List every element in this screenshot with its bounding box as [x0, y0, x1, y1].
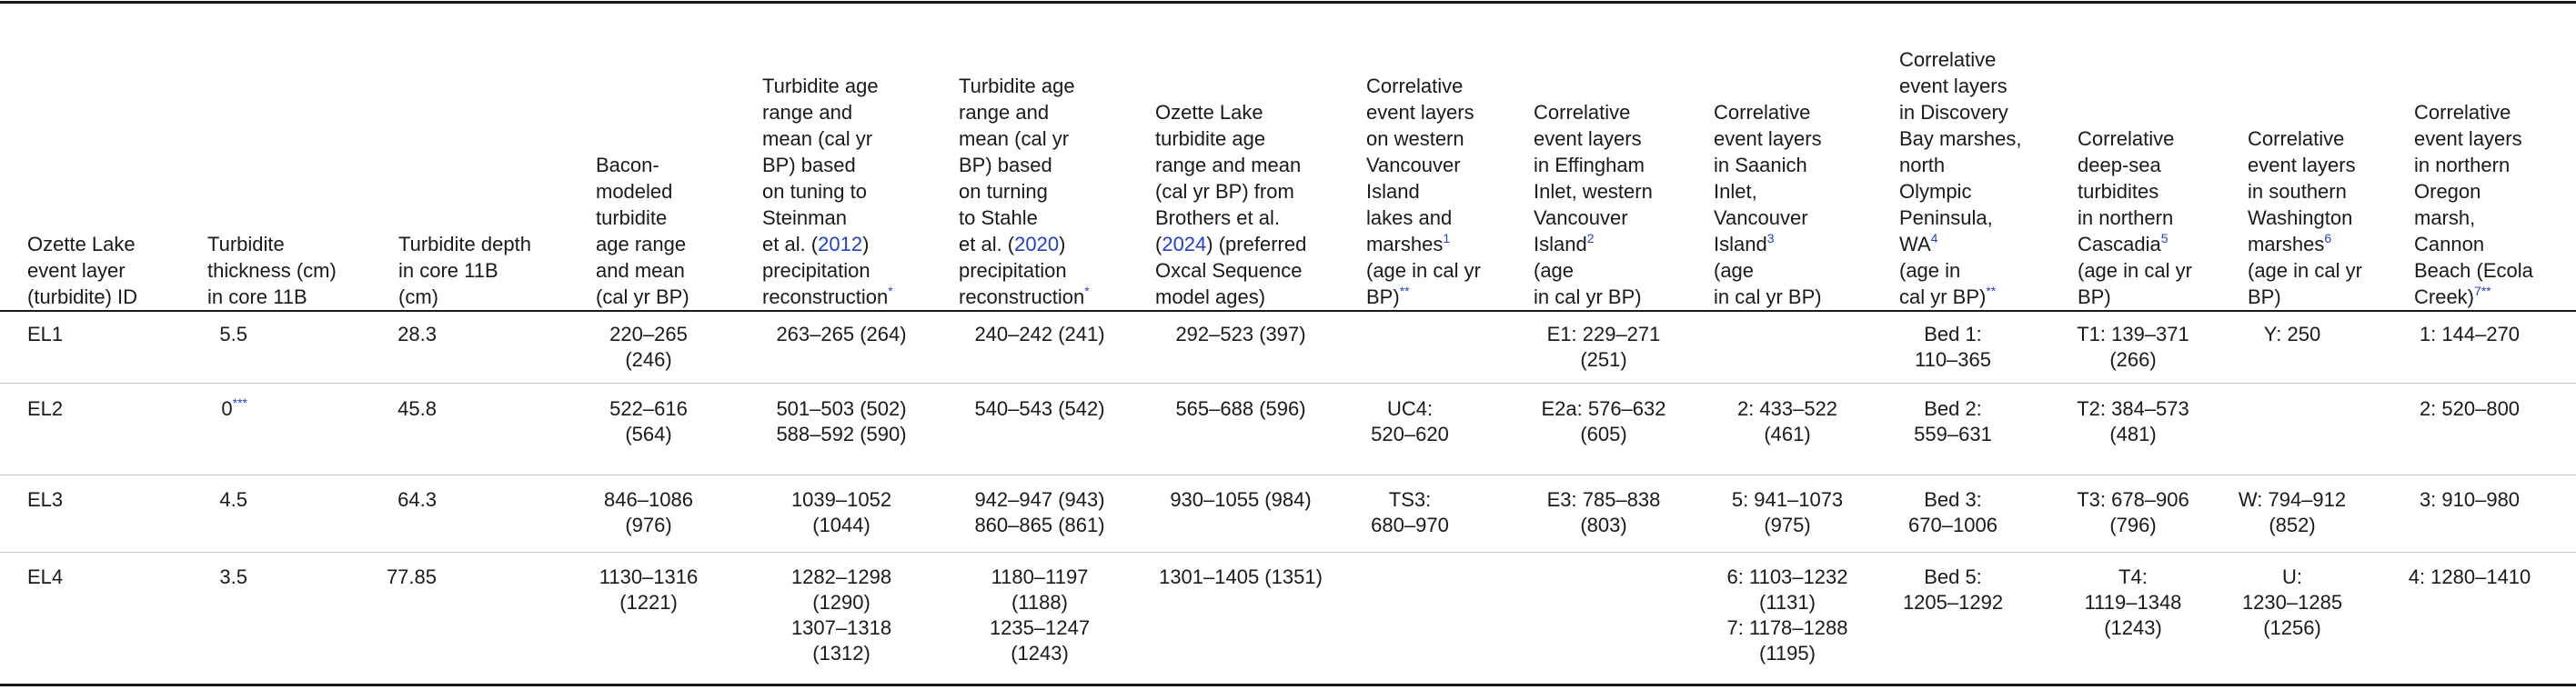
footnote-marker: **: [1399, 284, 1410, 298]
table-bottom-rule: [0, 684, 2576, 686]
table-cell-thickness: [182, 322, 247, 347]
table-cell-bacon-age: [589, 396, 708, 447]
cell-value: 0: [221, 397, 233, 420]
header-text: on western: [1366, 127, 1464, 150]
table-cell-event-layer-id: [27, 322, 164, 347]
cell-line: 5: 941–1073: [1731, 488, 1844, 511]
cell-line: 2: 433–522: [1736, 397, 1838, 420]
header-text: Correlative: [2414, 101, 2511, 124]
cell-line: 1235–1247: [989, 616, 1091, 639]
cell-line: (1243): [2104, 616, 2162, 639]
cell-line: U:: [2282, 565, 2302, 588]
cell-value: 77.85: [386, 565, 437, 588]
header-text: Vancouver: [1534, 206, 1628, 229]
header-text: Oxcal Sequence: [1155, 259, 1303, 282]
cell-line: 540–543 (542): [974, 397, 1105, 420]
column-header-cascadia-turbidites: [2078, 125, 2192, 310]
cell-value: 64.3: [397, 488, 437, 511]
header-text: and mean: [596, 259, 685, 282]
footnote-marker: 3: [1766, 231, 1775, 245]
cell-line: (461): [1764, 423, 1811, 445]
cell-line: E3: 785–838: [1546, 488, 1661, 511]
cell-line: 1039–1052: [790, 488, 892, 511]
table-cell-steinman-age: [755, 322, 928, 347]
cell-line: 588–592 (590): [776, 423, 907, 445]
cell-line: (1195): [1759, 642, 1816, 665]
cell-line: 6: 1103–1232: [1726, 565, 1848, 588]
cell-line: (564): [625, 423, 672, 445]
table-cell-discovery-bay: [1894, 396, 2012, 447]
header-text: (age in cal yr: [2078, 259, 2192, 282]
cell-line: 930–1055 (984): [1170, 488, 1312, 511]
header-text: event layers: [1714, 127, 1822, 150]
header-text: (cm): [398, 285, 438, 308]
table-cell-thickness: [182, 565, 247, 590]
header-text: Creek): [2414, 285, 2475, 308]
cell-line: 1301–1405 (1351): [1159, 565, 1323, 588]
table-cell-saanich-inlet: [1701, 487, 1874, 538]
table-cell-stahle-age: [953, 565, 1126, 666]
header-text: to Stahle: [959, 206, 1038, 229]
cell-line: W: 794–912: [2238, 488, 2347, 511]
table-cell-event-layer-id: [27, 565, 164, 590]
footnote-marker: 7: [2474, 284, 2481, 298]
header-text: Ozette Lake: [1155, 101, 1263, 124]
header-text: BP): [1366, 285, 1400, 308]
header-text: in Effingham: [1534, 154, 1645, 176]
header-text: (: [1155, 233, 1162, 255]
header-text: Oregon: [2414, 180, 2481, 203]
header-text: model ages): [1155, 285, 1266, 308]
cell-line: 846–1086: [604, 488, 693, 511]
header-text: (age in cal yr: [2248, 259, 2362, 282]
cell-line: (266): [2109, 348, 2157, 371]
cell-line: 520–620: [1371, 423, 1449, 445]
cell-value: 3.5: [219, 565, 247, 588]
header-text: turbidite: [596, 206, 668, 229]
header-text: event layers: [1534, 127, 1642, 150]
table-cell-washington-marshes: [2219, 322, 2365, 347]
column-header-effingham-inlet: [1534, 99, 1653, 310]
table-cell-depth: [364, 322, 437, 347]
footnote-marker: ***: [232, 395, 247, 410]
header-text: event layers: [1899, 75, 2007, 97]
table-cell-thickness: [182, 396, 247, 422]
cell-line: T1: 139–371: [2077, 323, 2189, 345]
cell-line: Bed 2:: [1924, 397, 1982, 420]
header-text: in Discovery: [1899, 101, 2008, 124]
table-cell-saanich-inlet: [1701, 396, 1874, 447]
column-header-vancouver-island: [1366, 73, 1481, 310]
header-text: Ozette Lake: [27, 233, 136, 255]
cell-value: EL1: [27, 323, 64, 345]
header-text: (age in cal yr: [1366, 259, 1481, 282]
cell-line: 1119–1348: [2084, 591, 2182, 614]
cell-line: 240–242 (241): [974, 323, 1105, 345]
cell-line: 565–688 (596): [1175, 397, 1306, 420]
citation-link: 2024: [1162, 233, 1207, 255]
header-text: mean (cal yr: [959, 127, 1070, 150]
cell-line: Bed 1:: [1924, 323, 1982, 345]
table-cell-cascadia-turbidites: [2065, 565, 2201, 641]
cell-line: (1312): [812, 642, 870, 665]
footnote-marker: **: [2480, 284, 2491, 298]
header-text: precipitation: [959, 259, 1067, 282]
header-text: Brothers et al.: [1155, 206, 1280, 229]
cell-line: Bed 3:: [1924, 488, 1982, 511]
table-cell-stahle-age: [953, 487, 1126, 538]
header-bottom-rule: [0, 310, 2576, 312]
cell-line: TS3:: [1388, 488, 1432, 511]
table-cell-washington-marshes: [2219, 487, 2365, 538]
table-cell-event-layer-id: [27, 487, 164, 513]
table-cell-stahle-age: [953, 322, 1126, 347]
cell-line: 559–631: [1914, 423, 1992, 445]
cell-line: (1044): [812, 514, 870, 536]
cell-line: 1180–1197: [991, 565, 1089, 588]
header-text: Cannon: [2414, 233, 2485, 255]
header-text: Olympic: [1899, 180, 1972, 203]
footnote-marker: 5: [2160, 231, 2168, 245]
header-text: ) (preferred: [1206, 233, 1307, 255]
header-text: range and: [959, 101, 1050, 124]
header-text: Turbidite age: [762, 75, 879, 97]
cell-line: 1230–1285: [2241, 591, 2343, 614]
header-text: Correlative: [2248, 127, 2345, 150]
header-text: reconstruction: [959, 285, 1085, 308]
cell-line: 7: 1178–1288: [1726, 616, 1848, 639]
header-text: BP) based: [959, 154, 1052, 176]
cell-line: (796): [2109, 514, 2157, 536]
header-text: Island: [1714, 233, 1767, 255]
table-cell-effingham-inlet: [1526, 396, 1681, 447]
header-text: et al. (: [959, 233, 1015, 255]
header-text: range and: [762, 101, 853, 124]
header-text: on tuning to: [762, 180, 867, 203]
table-cell-depth: [364, 565, 437, 590]
header-text: precipitation: [762, 259, 870, 282]
table-cell-depth: [364, 487, 437, 513]
cell-line: 1205–1292: [1902, 591, 2004, 614]
header-text: north: [1899, 154, 1946, 176]
citation-link: 2020: [1014, 233, 1060, 255]
header-text: Correlative: [1534, 101, 1631, 124]
cell-line: (1131): [1759, 591, 1816, 614]
header-text: event layers: [1366, 101, 1474, 124]
cell-line: Bed 5:: [1924, 565, 1982, 588]
cell-line: 1307–1318: [790, 616, 892, 639]
header-text: Bay marshes,: [1899, 127, 2022, 150]
column-header-brothers-age: [1155, 99, 1306, 310]
cell-line: 680–970: [1371, 514, 1449, 536]
header-text: Bacon-: [596, 154, 659, 176]
cell-line: (1290): [812, 591, 870, 614]
cell-line: 263–265 (264): [776, 323, 907, 345]
header-text: Inlet, western: [1534, 180, 1653, 203]
header-text: Island: [1534, 233, 1587, 255]
cell-line: 860–865 (861): [974, 514, 1105, 536]
header-text: Correlative: [1899, 48, 1997, 71]
table-cell-vancouver-island: [1355, 487, 1464, 538]
header-text: Island: [1366, 180, 1420, 203]
footnote-marker: *: [1084, 284, 1090, 298]
header-text: in cal yr BP): [1534, 285, 1642, 308]
footnote-marker: 6: [2324, 231, 2332, 245]
header-text: (cal yr BP): [596, 285, 689, 308]
table-cell-effingham-inlet: [1526, 322, 1681, 373]
cell-line: (1221): [619, 591, 678, 614]
header-text: thickness (cm): [207, 259, 337, 282]
header-text: Steinman: [762, 206, 847, 229]
table-cell-brothers-age: [1150, 565, 1332, 590]
cell-value: EL4: [27, 565, 64, 588]
header-text: marshes: [2248, 233, 2325, 255]
header-text: in northern: [2078, 206, 2174, 229]
header-text: (age: [1714, 259, 1755, 282]
table-cell-oregon-marsh: [2392, 396, 2547, 422]
cell-line: (1243): [1011, 642, 1069, 665]
table-cell-brothers-age: [1150, 487, 1332, 513]
table-cell-bacon-age: [589, 487, 708, 538]
table-cell-oregon-marsh: [2392, 322, 2547, 347]
cell-line: (976): [625, 514, 672, 536]
table-cell-brothers-age: [1150, 322, 1332, 347]
cell-line: (246): [625, 348, 672, 371]
header-text: (age: [1534, 259, 1575, 282]
cell-line: 2: 520–800: [2419, 397, 2521, 420]
header-text: (turbidite) ID: [27, 285, 138, 308]
header-text: et al. (: [762, 233, 819, 255]
footnote-marker: 2: [1586, 231, 1595, 245]
table-cell-brothers-age: [1150, 396, 1332, 422]
header-text: turbidite age: [1155, 127, 1266, 150]
header-text: (cal yr BP) from: [1155, 180, 1294, 203]
cell-line: Y: 250: [2263, 323, 2321, 345]
header-text: deep-sea: [2078, 154, 2161, 176]
table-cell-cascadia-turbidites: [2065, 487, 2201, 538]
header-text: Turbidite age: [959, 75, 1075, 97]
cell-line: (1256): [2263, 616, 2321, 639]
header-text: Turbidite depth: [398, 233, 531, 255]
footnote-marker: **: [1986, 284, 1997, 298]
column-header-thickness: [207, 231, 337, 310]
column-header-stahle-age: Turbidite age range and mean (cal yr BP) based on turning to Stahle et al. (2020) precipitation reconstruction*: [959, 75, 1090, 308]
column-header-saanich-inlet: [1714, 99, 1822, 310]
cell-line: 292–523 (397): [1175, 323, 1306, 345]
cell-line: 110–365: [1914, 348, 1991, 371]
column-header-washington-marshes: [2248, 125, 2362, 310]
cell-value: 5.5: [219, 323, 247, 345]
table-cell-steinman-age: [755, 396, 928, 447]
header-text: Turbidite: [207, 233, 285, 255]
row-separator: [0, 383, 2576, 384]
table-cell-event-layer-id: [27, 396, 164, 422]
table-cell-saanich-inlet: [1701, 565, 1874, 666]
table-cell-cascadia-turbidites: [2065, 322, 2201, 373]
cell-value: EL2: [27, 397, 64, 420]
header-text: range and mean: [1155, 154, 1302, 176]
header-text: turbidites: [2078, 180, 2159, 203]
table-cell-bacon-age: [589, 565, 708, 615]
header-text: in southern: [2248, 180, 2347, 203]
header-text: marsh,: [2414, 206, 2476, 229]
row-separator: [0, 552, 2576, 553]
header-text: BP) based: [762, 154, 856, 176]
header-text: Vancouver: [1714, 206, 1808, 229]
cell-line: T2: 384–573: [2077, 397, 2189, 420]
cell-line: E2a: 576–632: [1541, 397, 1666, 420]
header-text: lakes and: [1366, 206, 1453, 229]
table-cell-oregon-marsh: [2392, 565, 2547, 590]
cell-value: 4.5: [219, 488, 247, 511]
cell-value: EL3: [27, 488, 64, 511]
footnote-marker: 1: [1443, 231, 1451, 245]
header-text: in core 11B: [398, 259, 498, 282]
footnote-marker: *: [888, 284, 893, 298]
header-text: event layers: [2414, 127, 2522, 150]
header-text: marshes: [1366, 233, 1444, 255]
header-text: in core 11B: [207, 285, 307, 308]
header-text: Correlative: [2078, 127, 2175, 150]
cell-value: 45.8: [397, 397, 437, 420]
column-header-event-layer-id: [27, 231, 137, 310]
column-header-steinman-age: Turbidite age range and mean (cal yr BP) based on tuning to Steinman et al. (2012) precipitation reconstruction*: [762, 75, 893, 308]
cell-line: 501–503 (502): [776, 397, 907, 420]
table-cell-steinman-age: [755, 487, 928, 538]
header-text: event layer: [27, 259, 126, 282]
cell-line: (1188): [1011, 591, 1068, 614]
column-header-bacon-age: [596, 152, 689, 310]
header-text: mean (cal yr: [762, 127, 873, 150]
table-cell-thickness: [182, 487, 247, 513]
cell-line: E1: 229–271: [1546, 323, 1661, 345]
header-text: Peninsula,: [1899, 206, 1993, 229]
cell-line: T4:: [2118, 565, 2148, 588]
footnote-marker: 4: [1930, 231, 1938, 245]
cell-line: T3: 678–906: [2077, 488, 2189, 511]
header-text: age range: [596, 233, 687, 255]
cell-line: (251): [1580, 348, 1627, 371]
header-text: BP): [2248, 285, 2281, 308]
header-text: in cal yr BP): [1714, 285, 1822, 308]
table-cell-bacon-age: [589, 322, 708, 373]
table-cell-vancouver-island: [1355, 396, 1464, 447]
cell-line: 4: 1280–1410: [2408, 565, 2531, 588]
cell-line: 3: 910–980: [2419, 488, 2521, 511]
cell-line: 1: 144–270: [2419, 323, 2521, 345]
table-cell-discovery-bay: [1894, 322, 2012, 373]
column-header-depth: [398, 231, 531, 310]
header-text: Beach (Ecola: [2414, 259, 2533, 282]
table-cell-washington-marshes: [2219, 565, 2365, 641]
header-text: on turning: [959, 180, 1048, 203]
header-text: Cascadia: [2078, 233, 2161, 255]
header-text: event layers: [2248, 154, 2356, 176]
header-text: Correlative: [1714, 101, 1811, 124]
table-cell-steinman-age: [755, 565, 928, 666]
table-cell-cascadia-turbidites: [2065, 396, 2201, 447]
cell-line: 1130–1316: [599, 565, 699, 588]
citation-link: 2012: [818, 233, 863, 255]
header-text: Correlative: [1366, 75, 1464, 97]
table-cell-discovery-bay: [1894, 487, 2012, 538]
column-header-discovery-bay: [1899, 46, 2022, 310]
cell-line: (803): [1580, 514, 1627, 536]
cell-line: 670–1006: [1908, 514, 1997, 536]
cell-line: (605): [1580, 423, 1627, 445]
table-cell-depth: [364, 396, 437, 422]
table-cell-discovery-bay: [1894, 565, 2012, 615]
header-text: Vancouver: [1366, 154, 1461, 176]
header-text: cal yr BP): [1899, 285, 1987, 308]
header-text: Washington: [2248, 206, 2353, 229]
header-text: BP): [2078, 285, 2111, 308]
cell-line: 220–265: [609, 323, 688, 345]
cell-line: 1282–1298: [790, 565, 892, 588]
header-text: reconstruction: [762, 285, 889, 308]
header-text: modeled: [596, 180, 673, 203]
table-cell-stahle-age: [953, 396, 1126, 422]
column-header-oregon-marsh: [2414, 99, 2533, 310]
header-text: Inlet,: [1714, 180, 1757, 203]
cell-value: 28.3: [397, 323, 437, 345]
table-cell-oregon-marsh: [2392, 487, 2547, 513]
cell-line: (852): [2269, 514, 2316, 536]
cell-line: UC4:: [1386, 397, 1434, 420]
table-top-rule: [0, 1, 2576, 4]
table-cell-effingham-inlet: [1526, 487, 1681, 538]
header-text: (age in: [1899, 259, 1961, 282]
cell-line: (481): [2109, 423, 2157, 445]
cell-line: 522–616: [609, 397, 688, 420]
header-text: in Saanich: [1714, 154, 1807, 176]
cell-line: 942–947 (943): [974, 488, 1105, 511]
cell-line: (975): [1764, 514, 1811, 536]
header-text: in northern: [2414, 154, 2511, 176]
header-text: WA: [1899, 233, 1931, 255]
